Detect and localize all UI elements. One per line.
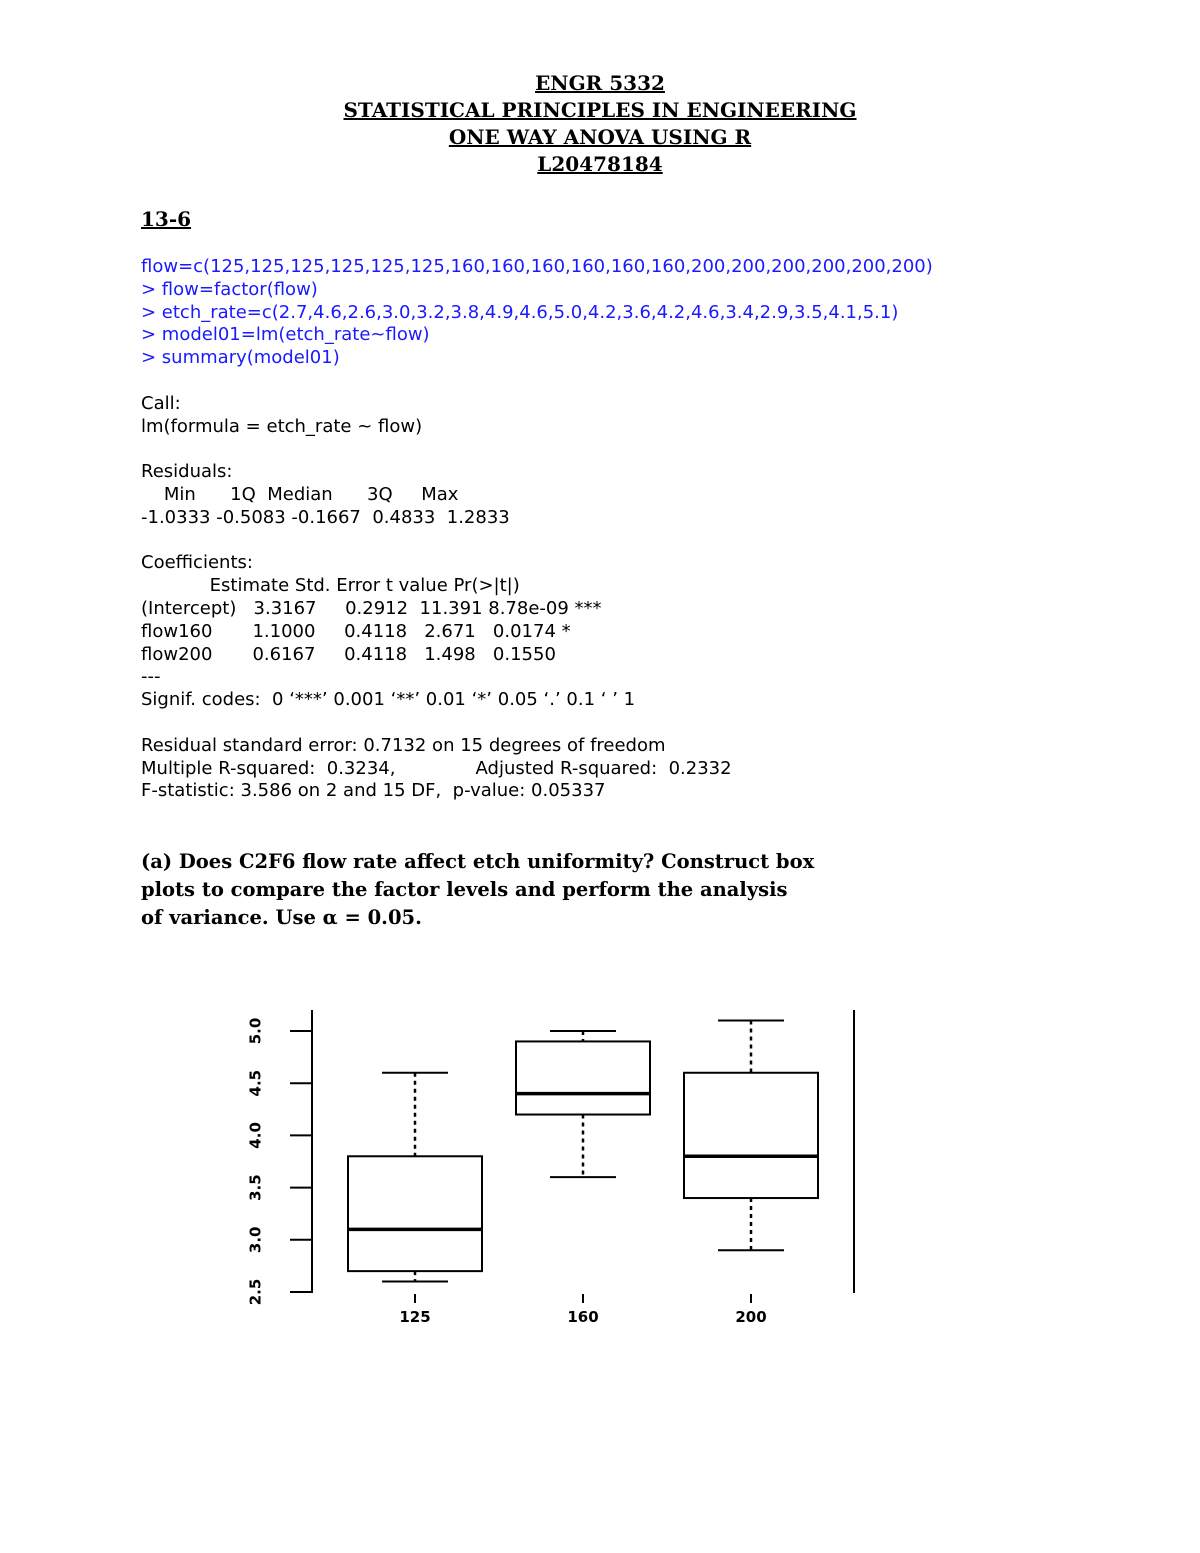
- question-line: of variance. Use α = 0.05.: [141, 906, 422, 929]
- y-axis-tick-label: 3.0: [246, 1226, 265, 1254]
- r-input-line: > model01=lm(etch_rate~flow): [141, 324, 430, 346]
- assignment-title: ONE WAY ANOVA USING R: [448, 125, 752, 149]
- section-number: 13-6: [141, 207, 192, 231]
- student-id: L20478184: [537, 152, 663, 176]
- r-output-line: flow160 1.1000 0.4118 2.671 0.0174 *: [141, 620, 571, 642]
- r-output-line: Residuals:: [141, 461, 233, 483]
- r-output-line: Residual standard error: 0.7132 on 15 degrees of freedom: [141, 734, 666, 756]
- y-axis-tick-label: 2.5: [246, 1278, 265, 1306]
- x-axis-tick-label: 160: [567, 1308, 599, 1326]
- x-axis-tick-label: 200: [735, 1308, 767, 1326]
- r-output-line: ---: [141, 666, 161, 688]
- r-output-line: (Intercept) 3.3167 0.2912 11.391 8.78e-09 ***: [141, 597, 602, 619]
- y-axis-tick-label: 4.5: [246, 1069, 265, 1097]
- r-output-line: lm(formula = etch_rate ~ flow): [141, 415, 423, 437]
- r-output-line: flow200 0.6167 0.4118 1.498 0.1550: [141, 643, 556, 665]
- r-output-line: Multiple R-squared: 0.3234, Adjusted R-squared: 0.2332: [141, 757, 732, 779]
- r-input-line: > etch_rate=c(2.7,4.6,2.6,3.0,3.2,3.8,4.9,4.6,5.0,4.2,3.6,4.2,4.6,3.4,2.9,3.5,4.1,5.1): [141, 301, 899, 323]
- course-title: STATISTICAL PRINCIPLES IN ENGINEERING: [343, 98, 857, 122]
- r-output-line: -1.0333 -0.5083 -0.1667 0.4833 1.2833: [141, 506, 510, 528]
- box-iqr: [516, 1041, 650, 1114]
- r-output-line: Signif. codes: 0 ‘***’ 0.001 ‘**’ 0.01 ‘*’ 0.05 ‘.’ 0.1 ‘ ’ 1: [141, 689, 636, 711]
- y-axis-tick-label: 5.0: [246, 1017, 265, 1045]
- box-iqr: [348, 1156, 482, 1271]
- r-output-line: F-statistic: 3.586 on 2 and 15 DF, p-value: 0.05337: [141, 780, 606, 802]
- y-axis-tick-label: 3.5: [246, 1174, 265, 1201]
- r-output-line: Estimate Std. Error t value Pr(>|t|): [141, 575, 520, 597]
- r-input-line: > flow=factor(flow): [141, 278, 318, 300]
- question-line: plots to compare the factor levels and perform the analysis: [141, 878, 788, 901]
- box-iqr: [684, 1073, 818, 1198]
- r-input-line: flow=c(125,125,125,125,125,125,160,160,160,160,160,160,200,200,200,200,200,200): [141, 256, 933, 277]
- r-output-line: Call:: [141, 392, 181, 414]
- question-line: (a) Does C2F6 flow rate affect etch uniformity? Construct box: [141, 850, 815, 873]
- y-axis-tick-label: 4.0: [246, 1122, 265, 1149]
- r-input-line: > summary(model01): [141, 347, 340, 369]
- x-axis-tick-label: 125: [399, 1308, 431, 1326]
- r-output-line: Coefficients:: [141, 552, 253, 574]
- r-output-line: Min 1Q Median 3Q Max: [141, 483, 459, 505]
- course-code: ENGR 5332: [535, 71, 665, 95]
